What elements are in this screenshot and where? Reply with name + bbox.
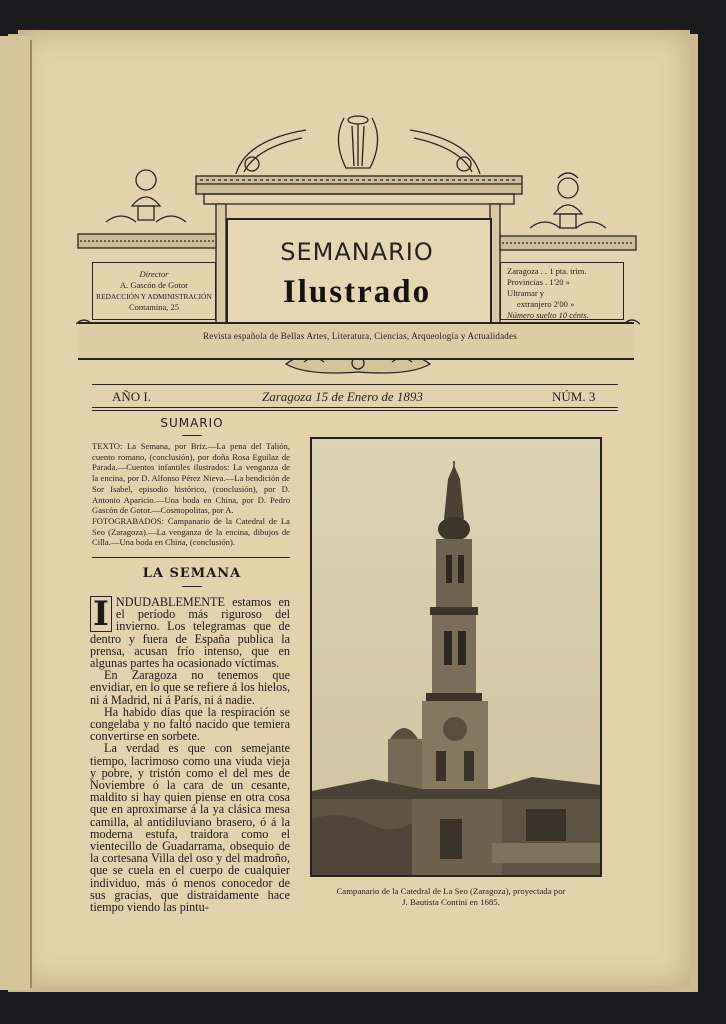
dateline-year: AÑO I. <box>112 389 151 404</box>
sumario-heading-rule <box>182 435 202 436</box>
sumario-texto: TEXTO: La Semana, por Briz.—La pena del Talión, cuento romano, (conclusión), por doña Rosa Eguilaz de Parada.—Cuentos infantiles ilustrados: La venganza de la encina, por D. Alfonso Pérez Nieva.—La bendición de Sor Isabel, episodio histórico, (conclusión), por D. Antonio Aparicio.—Una boda en China, por D. Pedro Gascón de Gotor.—Cosmopolitas, por A. <box>92 441 290 516</box>
article-paragraph-1 <box>90 596 290 669</box>
masthead-director-box <box>92 262 216 320</box>
photo-caption-line2: J. Bautista Contini en 1685. <box>402 897 500 907</box>
photo-caption-line1: Campanario de la Catedral de La Seo (Zaragoza), proyectada por <box>336 886 566 896</box>
price-extranjero: extranjero 2'00 » <box>517 299 575 309</box>
masthead-prices-box <box>500 262 624 320</box>
sumario-fotograbados: FOTOGRABADOS: Campanario de la Catedral de La Seo (Zaragoza).—La venganza de la encina, dibujos de Cilla.—Una boda en China, (conclusión). <box>92 515 290 548</box>
masthead-subtitle-band <box>78 322 634 360</box>
sumario-heading: SUMARIO <box>160 416 224 430</box>
price-numero-suelto: Número suelto 10 cénts. <box>507 310 589 320</box>
redaccion-label: REDACCIÓN Y ADMINISTRACIÓN <box>96 292 212 301</box>
sumario-rule <box>92 557 290 558</box>
article-heading-rule <box>182 586 202 587</box>
page-fold <box>30 40 32 988</box>
binding-spine <box>0 36 30 990</box>
article-heading: LA SEMANA <box>142 566 242 581</box>
dateline-date: Zaragoza 15 de Enero de 1893 <box>262 389 423 404</box>
dateline-rule-bottom2 <box>92 410 618 411</box>
article-dropcap: I <box>90 596 112 632</box>
director-label: Director <box>139 269 169 279</box>
dateline-rule-top <box>92 384 618 385</box>
redaccion-address: Contamina, 25 <box>128 302 180 312</box>
article-paragraph-4: La verdad es que con semejante tiempo, lacrimoso como una viuda vieja y pobre, y tristón como el del mes de Noviembre ó la cara de un cesante, maldito si hay quien piense en otra cosa que en aproximarse á la ya clásica mesa camilla, al antidiluviano brasero, ó á la moderna estufa, traidora como el vientecillo de Guadarrama, obsequio de la cortesana Villa del oso y del madroño, que se cuela en el cuerpo de cualquier individuo, más ó menos conocedor de sus gracias, que distraidamente hace tiempo viendo las pintu- <box>90 741 290 915</box>
article-paragraph-2: En Zaragoza no tenemos que envidiar, en lo que se refiere á los hielos, ni á Madrid, ni á París, ni á nadie. <box>90 668 290 707</box>
sumario-text <box>92 441 290 548</box>
article-paragraph-3: Ha habido días que la respiración se congelaba y no faltó nacido que temiera convertirse en sorbete. <box>90 704 290 744</box>
director-name: A. Gascón de Gotor <box>120 280 188 290</box>
price-ultramar: Ultramar y <box>507 288 545 298</box>
dateline-number: NÚM. 3 <box>552 389 596 404</box>
masthead-subtitle: Revista española de Bellas Artes, Literatura, Ciencias, Arqueología y Actualidades <box>203 331 517 341</box>
photo-frame <box>310 437 602 877</box>
masthead-title-line2: Ilustrado <box>282 274 432 310</box>
photo-caption <box>296 886 606 908</box>
article-paragraph-1-text: NDUDABLEMENTE estamos en el período más riguroso del invierno. Los telegramas que de dentro y fuera de España publica la prensa, acusan frío intenso, que en algunas partes ha ocasionado víctimas. <box>90 595 290 671</box>
article-body <box>90 596 290 913</box>
masthead-title-line1: SEMANARIO <box>280 238 434 266</box>
price-zaragoza: Zaragoza . . 1 pta. trim. <box>507 266 587 276</box>
price-provincias: Provincias . 1'20 » <box>507 277 570 287</box>
dateline-rule-bottom <box>92 407 618 408</box>
bell-tower-photo <box>312 439 600 875</box>
